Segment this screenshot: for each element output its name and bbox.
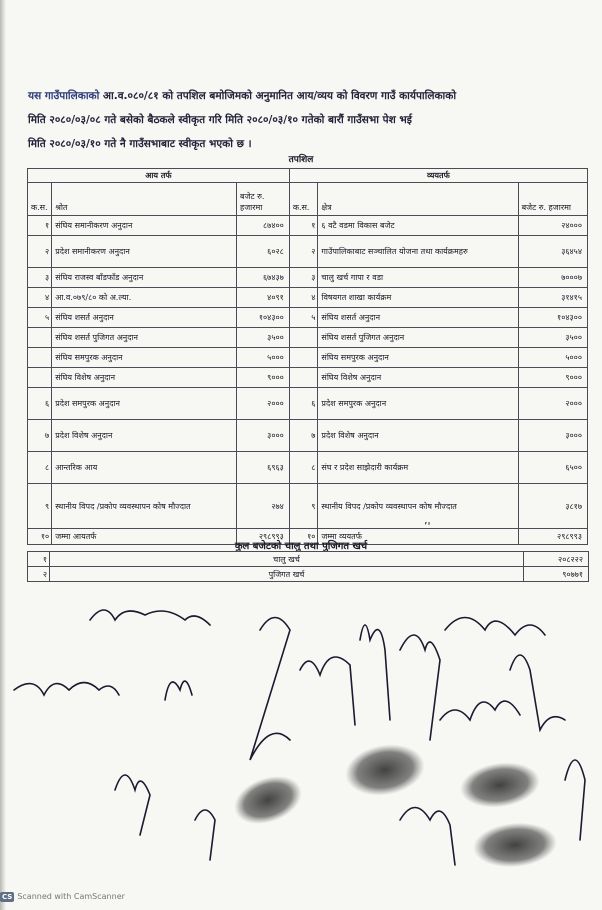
row-sn: ७ xyxy=(28,420,52,452)
signature-11 xyxy=(115,775,150,835)
row-amount-2: ९००० xyxy=(518,368,587,388)
table-row xyxy=(28,348,588,368)
row-amount-2: २४००० xyxy=(518,216,587,236)
signature-8 xyxy=(445,618,545,636)
row-sector: चालु खर्च गापा र वडा xyxy=(318,268,518,288)
row-sn: ३ xyxy=(28,268,52,288)
intro-lead: यस गाउँपालिकाको xyxy=(28,90,100,102)
stray-mark: ʼ' xyxy=(424,520,431,533)
summary-row xyxy=(28,552,589,567)
summary-amount: ९०७७१ xyxy=(524,567,589,582)
signature-5 xyxy=(300,657,355,725)
intro-line-2: मिति २०८०/०३/०८ गते बसेको बैठकले स्वीकृत गरि मिति २०८०/०३/१० गतेको बारौं गाउँसभा पेश भई xyxy=(28,114,412,126)
row-sn-2: ७ xyxy=(289,420,318,452)
signature-3 xyxy=(165,681,192,700)
row-amount: ६०२८ xyxy=(237,236,290,268)
row-sn: ८ xyxy=(28,452,52,484)
thumbprint-1 xyxy=(228,767,309,832)
expense-heading: व्ययतर्फ xyxy=(289,169,587,183)
total-label-2: जम्मा व्ययतर्फ xyxy=(318,529,518,545)
col-sector: क्षेत्र xyxy=(318,183,518,216)
row-sector: संघिय विशेष अनुदान xyxy=(318,368,518,388)
row-amount: ९००० xyxy=(237,368,290,388)
row-sn-2: २ xyxy=(289,236,318,268)
row-sn: ६ xyxy=(28,388,52,420)
summary-title: कुल बजेटको चालु तथा पुजिगत खर्च xyxy=(234,541,368,552)
table-row xyxy=(28,368,588,388)
summary-label: चालु खर्च xyxy=(50,552,524,567)
signature-12 xyxy=(400,808,455,866)
total-sn-2: १० xyxy=(289,529,318,545)
row-sector: संघ र प्रदेश साझेदारी कार्यक्रम xyxy=(318,452,518,484)
row-sector: गाउँपालिकाबाट सञ्चालित योजना तथा कार्यक्रमहरु xyxy=(318,236,518,268)
table-row xyxy=(28,288,588,308)
table-row xyxy=(28,328,588,348)
row-sn-2: ८ xyxy=(289,452,318,484)
col-sn-2: क.स. xyxy=(289,183,318,216)
row-source: संघिय शसर्त पुजिगत अनुदान xyxy=(52,328,237,348)
signature-14 xyxy=(195,810,215,860)
signature-1 xyxy=(14,683,119,696)
row-sn-2: १ xyxy=(289,216,318,236)
footer xyxy=(0,892,125,902)
summary-table xyxy=(27,551,589,582)
row-sector: प्रदेश समपुरक अनुदान xyxy=(318,388,518,420)
row-source: संघिय शसर्त अनुदान xyxy=(52,308,237,328)
thumbprint-4 xyxy=(471,819,559,870)
table-heading-row xyxy=(28,169,588,183)
row-sn-2 xyxy=(289,348,318,368)
row-sector: ६ वटै वडमा विकास बजेट xyxy=(318,216,518,236)
row-source: आन्तरिक आय xyxy=(52,452,237,484)
row-amount-2: २००० xyxy=(518,388,587,420)
row-amount-2: ५००० xyxy=(518,348,587,368)
col-budget: बजेट रु. हजारमा xyxy=(237,183,290,216)
row-source: प्रदेश समानीकरण अनुदान xyxy=(52,236,237,268)
row-source: संघिय समपुरक अनुदान xyxy=(52,348,237,368)
thumbprint-3 xyxy=(457,758,542,813)
summary-sn: १ xyxy=(28,552,50,567)
row-source: संघिय विशेष अनुदान xyxy=(52,368,237,388)
row-source: प्रदेश विशेष अनुदान xyxy=(52,420,237,452)
table-row xyxy=(28,420,588,452)
row-amount-2: ६५०० xyxy=(518,452,587,484)
table-row xyxy=(28,308,588,328)
row-amount: ६७४३७ xyxy=(237,268,290,288)
row-amount: ३५०० xyxy=(237,328,290,348)
row-amount-2: ३१४१५ xyxy=(518,288,587,308)
row-amount: २००० xyxy=(237,388,290,420)
row-amount: १०४३०० xyxy=(237,308,290,328)
row-sector: संघिय शसर्त पुजिगत अनुदान xyxy=(318,328,518,348)
row-amount-2: ३५०० xyxy=(518,328,587,348)
row-sn-2: ४ xyxy=(289,288,318,308)
table-row xyxy=(28,452,588,484)
total-amount: २९८९९३ xyxy=(237,529,290,545)
total-amount-2: २९८९९३ xyxy=(518,529,587,545)
intro-line-1: आ.व.०८०/८१ को तपशिल बमोजिमको अनुमानित आय/व्यय को विवरण गाउँ कार्यपालिकाको xyxy=(99,90,457,102)
signature-4 xyxy=(250,618,290,761)
income-heading: आय तर्फ xyxy=(28,169,290,183)
row-amount-2: ३००० xyxy=(518,420,587,452)
column-header-row xyxy=(28,183,588,216)
row-source: प्रदेश समपुरक अनुदान xyxy=(52,388,237,420)
row-sn xyxy=(28,368,52,388)
section-title: तपशिल xyxy=(288,155,314,165)
row-source: संघिय राजस्व बाँडफाँड अनुदान xyxy=(52,268,237,288)
row-sn-2: ३ xyxy=(289,268,318,288)
row-source: आ.व.०७९/८० को अ.ल्या. xyxy=(52,288,237,308)
row-sn xyxy=(28,348,52,368)
summary-row xyxy=(28,567,589,582)
signature-7 xyxy=(400,635,440,740)
row-amount-2: १०४३०० xyxy=(518,308,587,328)
table-row xyxy=(28,388,588,420)
row-source: संघिय समानीकरण अनुदान xyxy=(52,216,237,236)
row-sector: संघिय शसर्त अनुदान xyxy=(318,308,518,328)
summary-amount: २०८२२२ xyxy=(524,552,589,567)
row-sn-2 xyxy=(289,368,318,388)
footer-text: Scanned with CamScanner xyxy=(17,892,125,901)
row-amount: ३००० xyxy=(237,420,290,452)
row-amount-2: ७०००७ xyxy=(518,268,587,288)
row-sn: १ xyxy=(28,216,52,236)
row-amount: ४०९१ xyxy=(237,288,290,308)
table-row xyxy=(28,216,588,236)
row-sector: संघिय समपुरक अनुदान xyxy=(318,348,518,368)
signatures-and-thumbprints xyxy=(0,590,602,890)
budget-table xyxy=(27,168,588,545)
signature-2 xyxy=(90,610,210,625)
signature-13 xyxy=(565,760,585,840)
row-amount-2: ३६४५४ xyxy=(518,236,587,268)
row-sn: ९ xyxy=(28,484,52,529)
row-sn-2 xyxy=(289,328,318,348)
intro-line-3: मिति २०८०/०३/१० गते नै गाउँसभाबाट स्वीकृत भएको छ । xyxy=(28,138,252,150)
intro-paragraph xyxy=(28,84,588,156)
row-amount: २७४ xyxy=(237,484,290,529)
row-sn-2: ६ xyxy=(289,388,318,420)
col-source: श्रोत xyxy=(52,183,237,216)
signature-9 xyxy=(440,701,520,720)
row-sn-2: ९ xyxy=(289,484,318,529)
row-amount-2: ३८१७ xyxy=(518,484,587,529)
row-sn xyxy=(28,328,52,348)
total-label: जम्मा आयतर्फ xyxy=(52,529,237,545)
row-sector: प्रदेश विशेष अनुदान xyxy=(318,420,518,452)
row-sn-2: ५ xyxy=(289,308,318,328)
summary-label: पुजिगत खर्च xyxy=(50,567,524,582)
row-amount: ६९६३ xyxy=(237,452,290,484)
table-row xyxy=(28,484,588,529)
table-row xyxy=(28,268,588,288)
row-amount: ५००० xyxy=(237,348,290,368)
row-sn: २ xyxy=(28,236,52,268)
signature-6 xyxy=(360,625,390,720)
summary-sn: २ xyxy=(28,567,50,582)
row-source: स्थानीय विपद /प्रकोप व्यवस्थापन कोष मौज्दात xyxy=(52,484,237,529)
total-sn: १० xyxy=(28,529,52,545)
col-sn: क.स. xyxy=(28,183,52,216)
thumbprint-2 xyxy=(341,738,428,801)
camscanner-icon: CS xyxy=(2,893,13,901)
table-row xyxy=(28,236,588,268)
row-sector: स्थानीय विपद /प्रकोप व्यवस्थापन कोष मौज्दात xyxy=(318,484,518,529)
row-sn: ५ xyxy=(28,308,52,328)
col-budget-2: बजेट रु. हजारमा xyxy=(518,183,587,216)
row-sn: ४ xyxy=(28,288,52,308)
row-amount: ८७४०० xyxy=(237,216,290,236)
row-sector: विषयगत शाखा कार्यक्रम xyxy=(318,288,518,308)
signature-10 xyxy=(510,655,565,730)
